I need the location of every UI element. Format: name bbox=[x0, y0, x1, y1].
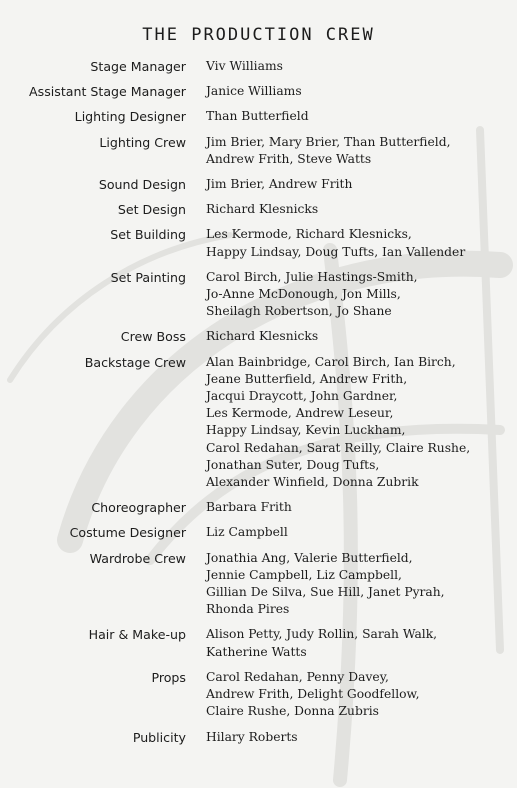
crew-role: Choreographer bbox=[91, 500, 186, 516]
crew-names-line: Carol Redahan, Sarat Reilly, Claire Rushe, bbox=[206, 440, 471, 455]
crew-role: Lighting Designer bbox=[74, 109, 186, 125]
page-title: THE PRODUCTION CREW bbox=[142, 25, 375, 46]
crew-names-line: Happy Lindsay, Kevin Luckham, bbox=[206, 423, 406, 438]
crew-names-line: Richard Klesnicks bbox=[206, 329, 319, 344]
crew-role: Wardrobe Crew bbox=[89, 550, 186, 566]
crew-names-line: Les Kermode, Andrew Leseur, bbox=[206, 406, 394, 421]
crew-row bbox=[0, 201, 517, 218]
crew-names-line: Carol Redahan, Penny Davey, bbox=[206, 669, 389, 684]
crew-names bbox=[206, 354, 506, 492]
crew-list bbox=[0, 58, 517, 754]
crew-names bbox=[206, 550, 506, 619]
crew-names-line: Jonathan Suter, Doug Tufts, bbox=[206, 457, 380, 472]
crew-role: Hair & Make-up bbox=[88, 627, 186, 643]
crew-names bbox=[206, 626, 506, 660]
crew-names-line: Jonathia Ang, Valerie Butterfield, bbox=[206, 550, 413, 565]
crew-row bbox=[0, 550, 517, 619]
crew-role: Crew Boss bbox=[120, 329, 186, 345]
crew-names-line: Andrew Frith, Delight Goodfellow, bbox=[206, 687, 420, 702]
crew-row bbox=[0, 176, 517, 193]
crew-names bbox=[206, 729, 506, 746]
crew-row bbox=[0, 58, 517, 75]
crew-names bbox=[206, 58, 506, 75]
crew-row bbox=[0, 226, 517, 260]
crew-names-line: Katherine Watts bbox=[206, 644, 307, 659]
crew-names-line: Barbara Frith bbox=[206, 500, 292, 515]
crew-names-line: Janice Williams bbox=[206, 84, 302, 99]
crew-row bbox=[0, 134, 517, 168]
crew-names-line: Jo-Anne McDonough, Jon Mills, bbox=[206, 287, 401, 302]
crew-names bbox=[206, 201, 506, 218]
crew-row bbox=[0, 626, 517, 660]
crew-names-line: Jim Brier, Andrew Frith bbox=[206, 177, 353, 192]
crew-names-line: Jennie Campbell, Liz Campbell, bbox=[206, 567, 402, 582]
crew-row bbox=[0, 83, 517, 100]
crew-row bbox=[0, 354, 517, 492]
crew-names-line: Alexander Winfield, Donna Zubrik bbox=[206, 475, 419, 490]
crew-role: Props bbox=[151, 669, 186, 685]
crew-role: Set Design bbox=[117, 202, 186, 218]
crew-names bbox=[206, 499, 506, 516]
crew-names bbox=[206, 83, 506, 100]
crew-role: Stage Manager bbox=[90, 59, 186, 74]
crew-names bbox=[206, 524, 506, 541]
crew-row bbox=[0, 524, 517, 541]
crew-role: Set Painting bbox=[110, 269, 186, 285]
crew-names-line: Gillian De Silva, Sue Hill, Janet Pyrah, bbox=[206, 585, 445, 600]
crew-names-line: Alan Bainbridge, Carol Birch, Ian Birch, bbox=[206, 354, 456, 369]
crew-names-line: Happy Lindsay, Doug Tufts, Ian Vallender bbox=[206, 244, 466, 259]
crew-names-line: Rhonda Pires bbox=[206, 602, 290, 617]
crew-names bbox=[206, 108, 506, 125]
crew-names-line: Viv Williams bbox=[206, 59, 283, 73]
crew-row bbox=[0, 108, 517, 125]
crew-row bbox=[0, 669, 517, 721]
crew-row bbox=[0, 729, 517, 746]
crew-names-line: Liz Campbell bbox=[206, 525, 288, 540]
crew-names-line: Richard Klesnicks bbox=[206, 202, 319, 217]
crew-row bbox=[0, 328, 517, 345]
crew-names bbox=[206, 269, 506, 321]
crew-names bbox=[206, 176, 506, 193]
crew-role: Lighting Crew bbox=[99, 134, 186, 150]
crew-names bbox=[206, 669, 506, 721]
crew-row bbox=[0, 269, 517, 321]
crew-role: Sound Design bbox=[98, 177, 186, 193]
crew-names-line: Jeane Butterfield, Andrew Frith, bbox=[206, 371, 408, 386]
crew-role: Backstage Crew bbox=[84, 354, 186, 370]
crew-names-line: Alison Petty, Judy Rollin, Sarah Walk, bbox=[206, 627, 438, 642]
crew-row bbox=[0, 499, 517, 516]
crew-role: Set Building bbox=[110, 227, 186, 243]
crew-role: Costume Designer bbox=[69, 525, 186, 541]
crew-names-line: Andrew Frith, Steve Watts bbox=[206, 151, 372, 166]
crew-names-line: Les Kermode, Richard Klesnicks, bbox=[206, 227, 412, 242]
crew-names-line: Claire Rushe, Donna Zubris bbox=[206, 704, 379, 719]
crew-names-line: Than Butterfield bbox=[206, 109, 309, 124]
crew-role: Publicity bbox=[132, 729, 186, 745]
crew-names bbox=[206, 134, 506, 168]
crew-names-line: Carol Birch, Julie Hastings-Smith, bbox=[206, 269, 418, 284]
crew-names bbox=[206, 328, 506, 345]
crew-names-line: Sheilagh Robertson, Jo Shane bbox=[206, 304, 392, 319]
crew-names-line: Jim Brier, Mary Brier, Than Butterfield, bbox=[206, 134, 451, 149]
crew-role: Assistant Stage Manager bbox=[29, 84, 186, 100]
crew-names bbox=[206, 226, 506, 260]
crew-names-line: Jacqui Draycott, John Gardner, bbox=[206, 389, 398, 404]
crew-names-line: Hilary Roberts bbox=[206, 729, 298, 744]
